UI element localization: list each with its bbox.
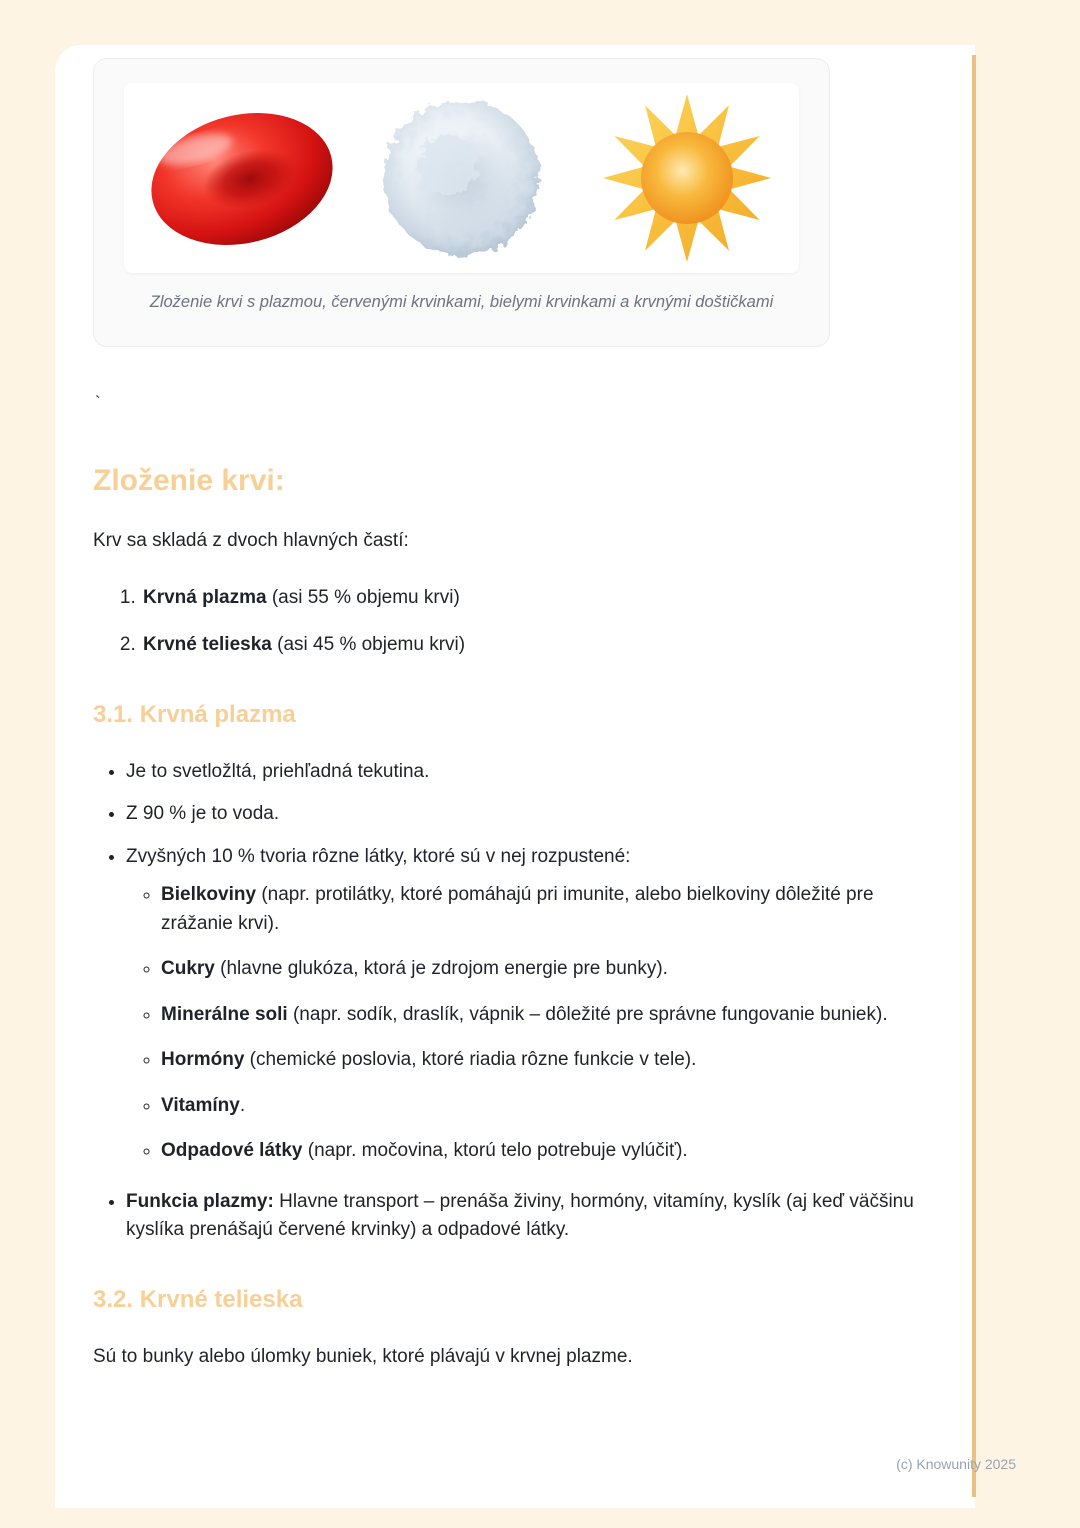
plasma-bullet-list (93, 758, 933, 1245)
substance-term: Cukry (161, 958, 215, 980)
substance-detail: (napr. sodík, draslík, vápnik – dôležité pre správne fungovanie buniek). (287, 1003, 888, 1025)
section-heading-cells: 3.2. Krvné telieska (93, 1285, 303, 1313)
content-panel (55, 45, 975, 1508)
substance-term: Hormóny (161, 1049, 245, 1071)
list-item (161, 955, 933, 984)
white-blood-cell-icon (384, 100, 540, 256)
intro-paragraph: Krv sa skladá z dvoch hlavných častí: (93, 530, 409, 552)
list-item (126, 843, 933, 1166)
bullet-text: Z 90 % je to voda. (126, 803, 280, 825)
list-item-detail: (asi 55 % objemu krvi) (266, 586, 460, 608)
substance-detail: (hlavne glukóza, ktorá je zdrojom energie pre bunky). (214, 958, 668, 980)
red-blood-cell-icon (137, 95, 347, 264)
blood-cells-svg (132, 83, 792, 273)
list-item (161, 1092, 933, 1121)
substance-detail: (napr. močovina, ktorú telo potrebuje vylúčiť). (302, 1140, 688, 1162)
bullet-text: Zvyšných 10 % tvoria rôzne látky, ktoré sú v nej rozpustené: (126, 845, 631, 867)
substance-detail: (chemické poslovia, ktoré riadia rôzne funkcie v tele). (244, 1049, 697, 1071)
plasma-substances-list (126, 881, 933, 1166)
list-item (161, 1001, 933, 1030)
stray-character: ` (95, 393, 101, 413)
list-item (161, 1137, 933, 1166)
list-item-term: Krvné telieska (143, 634, 272, 656)
substance-term: Odpadové látky (161, 1140, 303, 1162)
list-item (141, 631, 933, 660)
figure-card (93, 58, 830, 347)
list-item-term: Krvná plazma (143, 586, 267, 608)
right-divider-line (972, 55, 976, 1497)
list-item (126, 758, 933, 787)
list-item (161, 1046, 933, 1075)
section-heading-plasma: 3.1. Krvná plazma (93, 700, 296, 728)
section-heading-composition: Zloženie krvi: (93, 464, 285, 498)
blood-cells-illustration (124, 83, 799, 273)
substance-detail: . (239, 1094, 246, 1116)
list-item-detail: (asi 45 % objemu krvi) (271, 634, 466, 656)
bullet-text: Je to svetložltá, priehľadná tekutina. (126, 760, 430, 782)
list-item (161, 881, 933, 938)
list-item (126, 800, 933, 829)
substance-detail: (napr. protilátky, ktoré pomáhajú pri imunite, alebo bielkoviny dôležité pre zrážanie krvi). (161, 884, 874, 934)
figure-caption: Zloženie krvi s plazmou, červenými krvinkami, bielymi krvinkami a krvnými doštičkami (149, 293, 774, 311)
list-item (126, 1188, 933, 1245)
function-term: Funkcia plazmy: (126, 1190, 274, 1212)
substance-term: Vitamíny (161, 1094, 240, 1116)
substance-term: Bielkoviny (161, 884, 257, 906)
copyright-notice: (c) Knowunity 2025 (896, 1456, 1016, 1472)
cells-paragraph: Sú to bunky alebo úlomky buniek, ktoré plávajú v krvnej plazme. (93, 1345, 633, 1367)
blood-parts-list (93, 584, 933, 660)
substance-term: Minerálne soli (161, 1003, 288, 1025)
function-detail: Hlavne transport – prenáša živiny, hormóny, vitamíny, kyslík (aj keď väčšinu kyslíka prenášajú červené krvinky) a odpadové látky. (126, 1190, 914, 1241)
platelet-icon (603, 94, 771, 262)
list-item (141, 584, 933, 613)
